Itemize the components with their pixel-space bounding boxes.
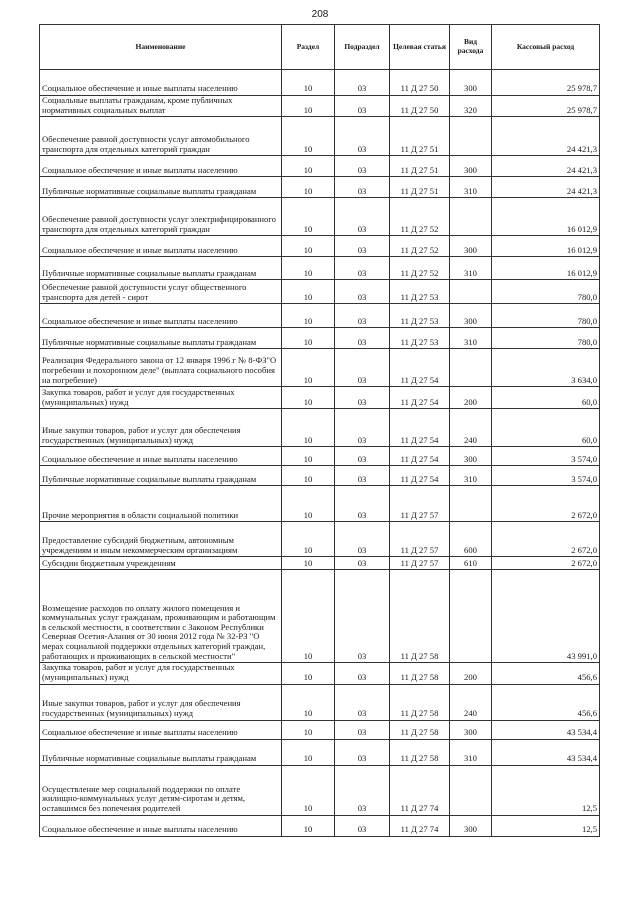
table-row [40,70,600,96]
table-row [40,663,600,684]
table-row [40,304,600,328]
cell-amount: 25 978,7 [492,70,600,96]
cell-subsection: 03 [335,447,390,466]
cell-expense-type: 200 [450,387,492,409]
cell-expense-type [450,570,492,663]
cell-section: 10 [282,570,335,663]
cell-expense-type: 310 [450,739,492,765]
cell-target: 11 Д 27 50 [390,96,450,117]
cell-subsection: 03 [335,570,390,663]
cell-expense-type [450,198,492,236]
cell-expense-type [450,349,492,387]
cell-expense-type [450,486,492,522]
cell-amount: 2 672,0 [492,557,600,570]
cell-amount: 25 978,7 [492,96,600,117]
cell-name: Социальное обеспечение и иные выплаты населению [40,447,282,466]
table-row [40,117,600,156]
table-row [40,257,600,280]
table-row [40,720,600,739]
table-row [40,156,600,177]
cell-expense-type: 610 [450,557,492,570]
cell-target: 11 Д 27 52 [390,198,450,236]
cell-amount: 2 672,0 [492,486,600,522]
cell-expense-type: 300 [450,720,492,739]
cell-subsection: 03 [335,409,390,447]
cell-target: 11 Д 27 58 [390,663,450,684]
cell-section: 10 [282,177,335,198]
cell-subsection: 03 [335,720,390,739]
cell-name: Обеспечение равной доступности услуг общественного транспорта для детей - сирот [40,280,282,304]
cell-target: 11 Д 27 57 [390,486,450,522]
header-name: Наименование [40,25,282,70]
cell-expense-type: 300 [450,304,492,328]
cell-section: 10 [282,522,335,557]
cell-target: 11 Д 27 54 [390,466,450,486]
cell-section: 10 [282,466,335,486]
cell-expense-type [450,117,492,156]
cell-expense-type: 310 [450,257,492,280]
header-subsection: Подраздел [335,25,390,70]
cell-amount: 3 634,0 [492,349,600,387]
cell-amount: 780,0 [492,304,600,328]
cell-subsection: 03 [335,177,390,198]
cell-subsection: 03 [335,70,390,96]
cell-name: Публичные нормативные социальные выплаты гражданам [40,466,282,486]
cell-section: 10 [282,447,335,466]
cell-subsection: 03 [335,304,390,328]
cell-amount: 12,5 [492,815,600,836]
cell-section: 10 [282,557,335,570]
cell-section: 10 [282,684,335,720]
cell-target: 11 Д 27 51 [390,117,450,156]
cell-subsection: 03 [335,280,390,304]
table-row [40,198,600,236]
cell-name: Субсидии бюджетным учреждениям [40,557,282,570]
cell-subsection: 03 [335,156,390,177]
cell-target: 11 Д 27 52 [390,236,450,257]
cell-target: 11 Д 27 54 [390,349,450,387]
cell-name: Закупка товаров, работ и услуг для государственных (муниципальных) нужд [40,387,282,409]
cell-amount: 16 012,9 [492,236,600,257]
cell-name: Публичные нормативные социальные выплаты гражданам [40,328,282,349]
cell-subsection: 03 [335,557,390,570]
cell-section: 10 [282,328,335,349]
cell-expense-type: 300 [450,447,492,466]
cell-target: 11 Д 27 58 [390,739,450,765]
cell-target: 11 Д 27 54 [390,409,450,447]
cell-name: Социальное обеспечение и иные выплаты населению [40,156,282,177]
cell-name: Социальное обеспечение и иные выплаты населению [40,815,282,836]
cell-expense-type: 600 [450,522,492,557]
cell-subsection: 03 [335,257,390,280]
cell-expense-type [450,765,492,815]
cell-name: Социальные выплаты гражданам, кроме публичных нормативных социальных выплат [40,96,282,117]
cell-subsection: 03 [335,486,390,522]
cell-expense-type: 310 [450,177,492,198]
cell-target: 11 Д 27 50 [390,70,450,96]
cell-subsection: 03 [335,466,390,486]
cell-amount: 24 421,3 [492,156,600,177]
cell-subsection: 03 [335,765,390,815]
table-row [40,328,600,349]
cell-subsection: 03 [335,815,390,836]
cell-subsection: 03 [335,387,390,409]
cell-amount: 43 534,4 [492,720,600,739]
cell-expense-type: 300 [450,156,492,177]
cell-section: 10 [282,96,335,117]
cell-amount: 3 574,0 [492,466,600,486]
table-row [40,177,600,198]
cell-subsection: 03 [335,663,390,684]
table-row [40,522,600,557]
cell-name: Иные закупки товаров, работ и услуг для обеспечения государственных (муниципальных) нужд [40,684,282,720]
cell-section: 10 [282,156,335,177]
cell-name: Социальное обеспечение и иные выплаты населению [40,236,282,257]
cell-target: 11 Д 27 53 [390,328,450,349]
cell-section: 10 [282,117,335,156]
cell-subsection: 03 [335,739,390,765]
cell-name: Прочие мероприятия в области социальной политики [40,486,282,522]
cell-section: 10 [282,304,335,328]
cell-subsection: 03 [335,684,390,720]
table-row [40,557,600,570]
cell-expense-type: 300 [450,236,492,257]
cell-subsection: 03 [335,117,390,156]
cell-amount: 60,0 [492,387,600,409]
table-row [40,486,600,522]
cell-target: 11 Д 27 74 [390,765,450,815]
cell-amount: 24 421,3 [492,117,600,156]
cell-expense-type: 320 [450,96,492,117]
table-row [40,236,600,257]
cell-amount: 12,5 [492,765,600,815]
cell-section: 10 [282,349,335,387]
cell-section: 10 [282,236,335,257]
cell-target: 11 Д 27 58 [390,720,450,739]
cell-amount: 2 672,0 [492,522,600,557]
table-row [40,280,600,304]
page-number: 208 [311,9,329,20]
cell-expense-type: 300 [450,815,492,836]
table-row [40,96,600,117]
cell-expense-type: 310 [450,466,492,486]
table-row [40,349,600,387]
cell-target: 11 Д 27 57 [390,522,450,557]
cell-name: Публичные нормативные социальные выплаты гражданам [40,257,282,280]
cell-subsection: 03 [335,198,390,236]
cell-amount: 456,6 [492,684,600,720]
cell-target: 11 Д 27 58 [390,684,450,720]
cell-subsection: 03 [335,328,390,349]
cell-expense-type: 310 [450,328,492,349]
cell-amount: 16 012,9 [492,198,600,236]
cell-amount: 43 534,4 [492,739,600,765]
cell-section: 10 [282,720,335,739]
cell-target: 11 Д 27 51 [390,177,450,198]
cell-target: 11 Д 27 53 [390,280,450,304]
cell-subsection: 03 [335,349,390,387]
cell-amount: 16 012,9 [492,257,600,280]
cell-target: 11 Д 27 54 [390,387,450,409]
cell-section: 10 [282,198,335,236]
cell-section: 10 [282,257,335,280]
cell-target: 11 Д 27 52 [390,257,450,280]
cell-expense-type: 240 [450,684,492,720]
cell-name: Реализация Федерального закона от 12 января 1996 г № 8-ФЗ"О погребении и похоронном деле" (выплата социального пособия на погребение) [40,349,282,387]
header-expense-type: Вид расхода [450,25,492,70]
cell-expense-type: 240 [450,409,492,447]
cell-target: 11 Д 27 74 [390,815,450,836]
cell-name: Публичные нормативные социальные выплаты гражданам [40,739,282,765]
cell-amount: 3 574,0 [492,447,600,466]
table-row [40,466,600,486]
cell-expense-type: 300 [450,70,492,96]
header-target: Целевая статья [390,25,450,70]
cell-target: 11 Д 27 58 [390,570,450,663]
cell-section: 10 [282,387,335,409]
cell-section: 10 [282,70,335,96]
table-row [40,447,600,466]
cell-name: Обеспечение равной доступности услуг электрифицированного транспорта для отдельных категорий граждан [40,198,282,236]
cell-name: Предоставление субсидий бюджетным, автономным учреждениям и иным некоммерческим организациям [40,522,282,557]
cell-name: Публичные нормативные социальные выплаты гражданам [40,177,282,198]
cell-name: Осуществление мер социальной поддержки по оплате жилищно-коммунальных услуг детям-сиротам и детям, оставшимся без попечения родителей [40,765,282,815]
cell-name: Возмещение расходов по оплату жилого помещения и коммунальных услуг гражданам, проживающим и работающим в сельской местности, в соответствии с Законом Республики Северная Осетия-Алания от 30 июня 2012 года № 32-РЗ "О мерах социальной поддержки отдельных категорий граждан, работающих и проживающих в сельской местности" [40,570,282,663]
cell-name: Обеспечение равной доступности услуг автомобильного транспорта для отдельных категорий граждан [40,117,282,156]
cell-section: 10 [282,815,335,836]
cell-name: Социальное обеспечение и иные выплаты населению [40,70,282,96]
cell-section: 10 [282,739,335,765]
cell-amount: 24 421,3 [492,177,600,198]
cell-amount: 780,0 [492,280,600,304]
cell-amount: 780,0 [492,328,600,349]
table-row [40,765,600,815]
table-row [40,684,600,720]
cell-section: 10 [282,409,335,447]
cell-target: 11 Д 27 54 [390,447,450,466]
cell-amount: 43 991,0 [492,570,600,663]
cell-section: 10 [282,663,335,684]
cell-expense-type [450,280,492,304]
cell-name: Иные закупки товаров, работ и услуг для обеспечения государственных (муниципальных) нужд [40,409,282,447]
header-section: Раздел [282,25,335,70]
table-row [40,570,600,663]
cell-section: 10 [282,486,335,522]
cell-target: 11 Д 27 51 [390,156,450,177]
cell-amount: 456,6 [492,663,600,684]
cell-subsection: 03 [335,522,390,557]
cell-subsection: 03 [335,96,390,117]
cell-section: 10 [282,280,335,304]
table-row [40,739,600,765]
cell-name: Закупка товаров, работ и услуг для государственных (муниципальных) нужд [40,663,282,684]
cell-target: 11 Д 27 57 [390,557,450,570]
table-header-row [40,25,600,70]
cell-section: 10 [282,765,335,815]
cell-subsection: 03 [335,236,390,257]
table-row [40,387,600,409]
cell-name: Социальное обеспечение и иные выплаты населению [40,304,282,328]
table-row [40,409,600,447]
cell-expense-type: 200 [450,663,492,684]
cell-target: 11 Д 27 53 [390,304,450,328]
budget-execution-table [39,24,600,837]
header-amount: Кассовый расход [492,25,600,70]
table-row [40,815,600,836]
cell-name: Социальное обеспечение и иные выплаты населению [40,720,282,739]
cell-amount: 60,0 [492,409,600,447]
